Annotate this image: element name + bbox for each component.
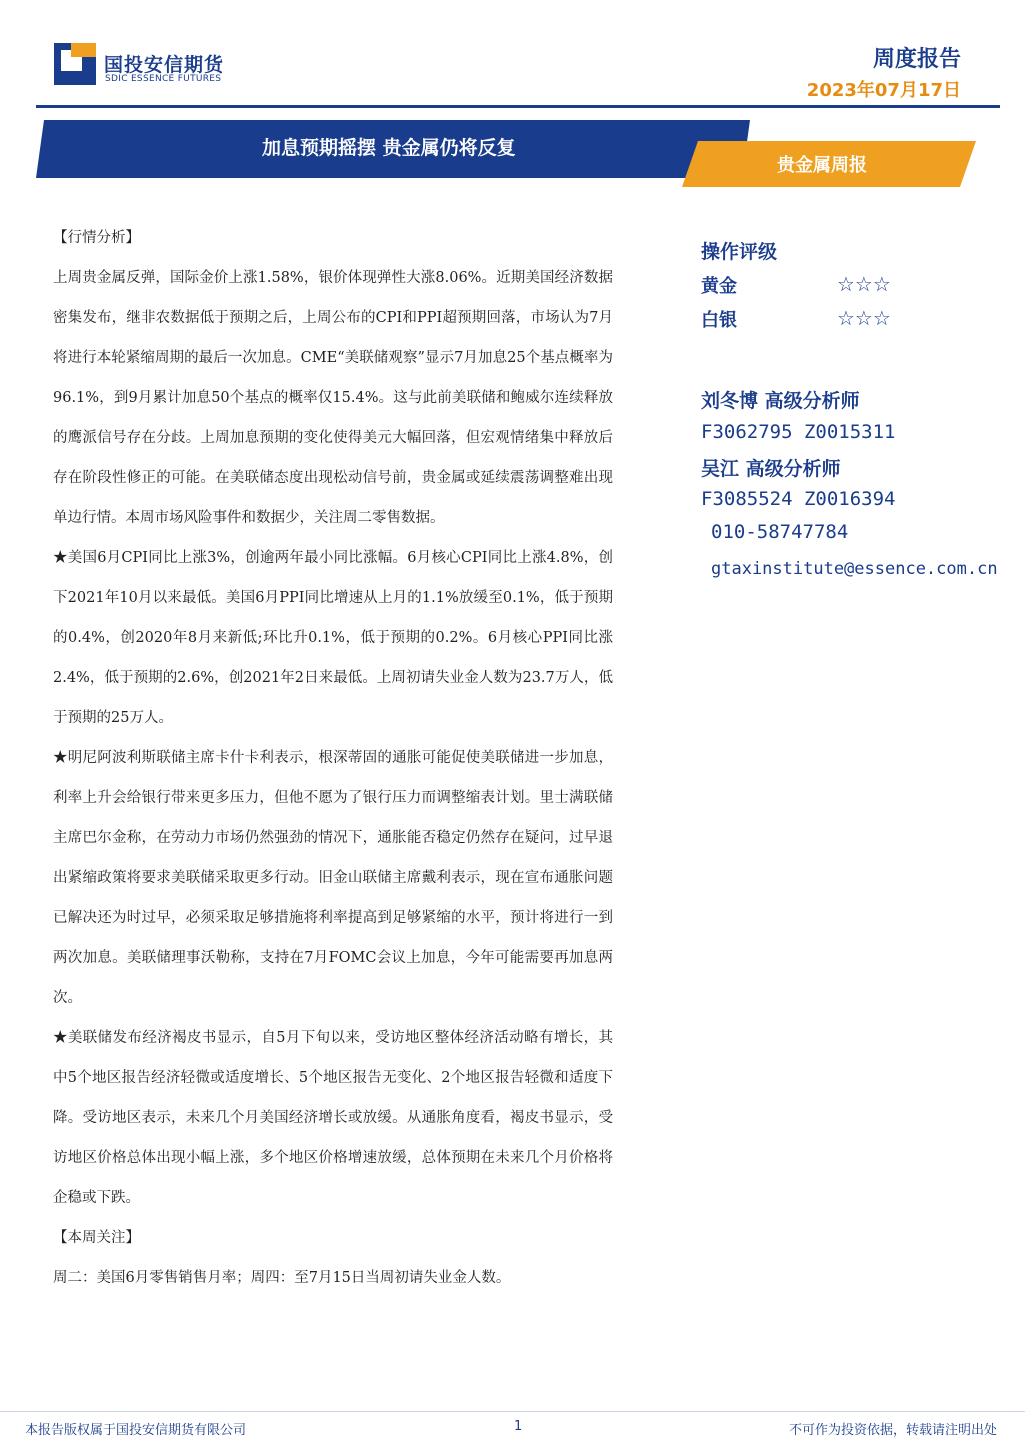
series-label: 贵金属周报 [777,155,867,176]
footer-disclaimer: 不可作为投资依据，转载请注明出处 [788,1423,997,1438]
report-headline: 加息预期摇摆 贵金属仍将反复 [262,137,516,159]
paragraph-week-focus: 周二：美国6月零售销售月率；周四：至7月15日当周初请失业金人数。 [53,1270,511,1286]
footer-divider [0,1411,1025,1412]
analyst-name: 吴江 高级分析师 [701,458,841,480]
logo-text: 国投安信期货 [104,54,225,76]
main-content [53,218,613,1298]
report-type: 周度报告 [872,47,961,72]
analyst-credentials: F3085524 Z0016394 [701,488,896,510]
section-title-analysis: 【行情分析】 [53,230,140,246]
header-divider [36,105,1000,108]
page-number: 1 [514,1419,523,1434]
paragraph-market-review: 上周贵金属反弹，国际金价上涨1.58%，银价体现弹性大涨8.06%。近期美国经济数据密集发布，继非农数据低于预期之后，上周公布的CPI和PPI超预期回落，市场认为7月将进行本轮紧缩周期的最后一次加息。CME“美联储观察”显示7月加息25个基点概率为96.1%，到9月累计加息50个基点的概率仅15.4%。这与此前美联储和鲍威尔连续释放的鹰派信号存在分歧。上周加息预期的变化使得美元大幅回落，但宏观情绪集中释放后存在阶段性修正的可能。在美联储态度出现松动信号前，贵金属或延续震荡调整难出现单边行情。本周市场风险事件和数据少，关注周二零售数据。 [53,270,613,526]
paragraph-us-inflation: ★美国6月CPI同比上涨3%，创逾两年最小同比涨幅。6月核心CPI同比上涨4.8%，创下2021年10月以来最低。美国6月PPI同比增速从上月的1.1%放缓至0.1%，低于预期的0.4%，创2020年8月来新低;环比升0.1%，低于预期的0.2%。6月核心PPI同比涨2.4%，低于预期的2.6%，创2021年2日来最低。上周初请失业金人数为23.7万人，低于预期的25万人。 [53,550,613,726]
analyst-name: 刘冬博 高级分析师 [701,390,860,412]
paragraph-fed-remarks: ★明尼阿波利斯联储主席卡什卡利表示，根深蒂固的通胀可能促使美联储进一步加息，利率上升会给银行带来更多压力，但他不愿为了银行压力而调整缩表计划。里士满联储主席巴尔金称，在劳动力市场仍然强劲的情况下，通胀能否稳定仍然存在疑问，过早退出紧缩政策将要求美联储采取更多行动。旧金山联储主席戴利表示，现在宣布通胀问题已解决还为时过早，必须采取足够措施将利率提高到足够紧缩的水平，预计将进行一到两次加息。美联储理事沃勒称，支持在7月FOMC会议上加息，今年可能需要再加息两次。 [53,750,613,1006]
rating-label: 黄金 [701,276,737,297]
section-title-focus: 【本周关注】 [53,1230,140,1246]
contact-phone: 010-58747784 [711,521,849,543]
rating-row-silver [701,306,911,332]
paragraph-beige-book: ★美联储发布经济褐皮书显示，自5月下旬以来，受访地区整体经济活动略有增长，其中5个地区报告经济轻微或适度增长、5个地区报告无变化、2个地区报告轻微和适度下降。受访地区表示，未来几个月美国经济增长或放缓。从通胀角度看，褐皮书显示，受访地区价格总体出现小幅上涨，多个地区价格增速放缓，总体预期在未来几个月价格将企稳或下跌。 [53,1030,613,1206]
analyst-credentials: F3062795 Z0015311 [701,421,896,443]
star-rating-icon: ☆☆☆ [837,306,891,330]
logo-icon [54,43,96,85]
rating-row-gold [701,272,911,298]
report-date: 2023年07月17日 [806,80,961,101]
contact-email[interactable]: gtaxinstitute@essence.com.cn [711,559,998,579]
star-rating-icon: ☆☆☆ [837,272,891,296]
logo-subtext: SDIC ESSENCE FUTURES [105,74,222,84]
rating-label: 白银 [701,310,737,331]
rating-title: 操作评级 [701,241,778,263]
footer-copyright: 本报告版权属于国投安信期货有限公司 [25,1423,247,1438]
